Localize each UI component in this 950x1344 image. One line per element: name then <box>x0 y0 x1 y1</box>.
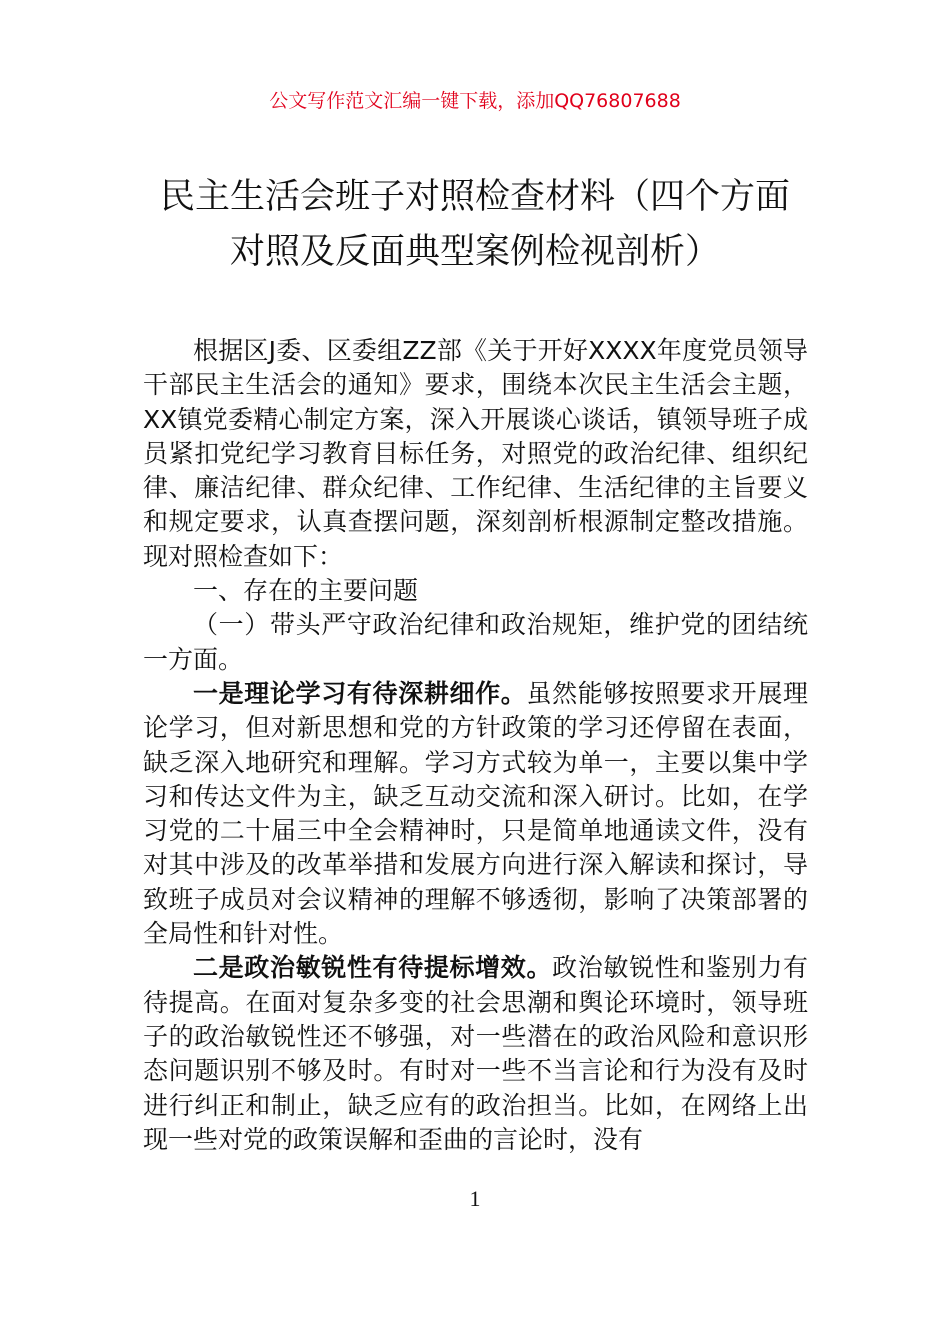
intro-paragraph: 根据区J委、区委组ZZ部《关于开好XXXX年度党员领导干部民主生活会的通知》要求，围绕本次民主生活会主题，XX镇党委精心制定方案，深入开展谈心谈话，镇领导班子成员紧扣党纪学习教育目标任务，对照党的政治纪律、组织纪律、廉洁纪律、群众纪律、工作纪律、生活纪律的主旨要义和规定要求，认真查摆问题，深刻剖析根源制定整改措施。现对照检查如下： <box>143 336 808 571</box>
title-line-1: 民主生活会班子对照检查材料（四个方面 <box>159 177 790 217</box>
page-number: 1 <box>469 1186 481 1211</box>
point-2-text: 政治敏锐性和鉴别力有待提高。在面对复杂多变的社会思潮和舆论环境时，领导班子的政治敏锐性还不够强，对一些潜在的政治风险和意识形态问题识别不够及时。有时对一些不当言论和行为没有及时进行纠正和制止，缺乏应有的政治担当。比如，在网络上出现一些对党的政策误解和歪曲的言论时，没有 <box>143 953 808 1154</box>
point-1-paragraph <box>143 677 808 951</box>
point-2-paragraph <box>143 951 808 1157</box>
point-1-lead: 一是理论学习有待深耕细作。 <box>193 678 527 708</box>
title-line-2: 对照及反面典型案例检视剖析） <box>229 232 720 272</box>
subsection-heading: （一）带头严守政治纪律和政治规矩，维护党的团结统一方面。 <box>143 610 808 674</box>
point-2-lead: 二是政治敏锐性有待提标增效。 <box>193 953 553 983</box>
document-title <box>120 170 830 280</box>
download-banner: 公文写作范文汇编一键下载，添加QQ76807688 <box>269 90 681 112</box>
document-body <box>143 334 808 1157</box>
point-1-text: 虽然能够按照要求开展理论学习，但对新思想和党的方针政策的学习还停留在表面，缺乏深入地研究和理解。学习方式较为单一，主要以集中学习和传达文件为主，缺乏互动交流和深入研讨。比如，在学习党的二十届三中全会精神时，只是简单地通读文件，没有对其中涉及的改革举措和发展方向进行深入解读和探讨，导致班子成员对会议精神的理解不够透彻，影响了决策部署的全局性和针对性。 <box>143 678 808 949</box>
section-heading: 一、存在的主要问题 <box>193 576 419 606</box>
